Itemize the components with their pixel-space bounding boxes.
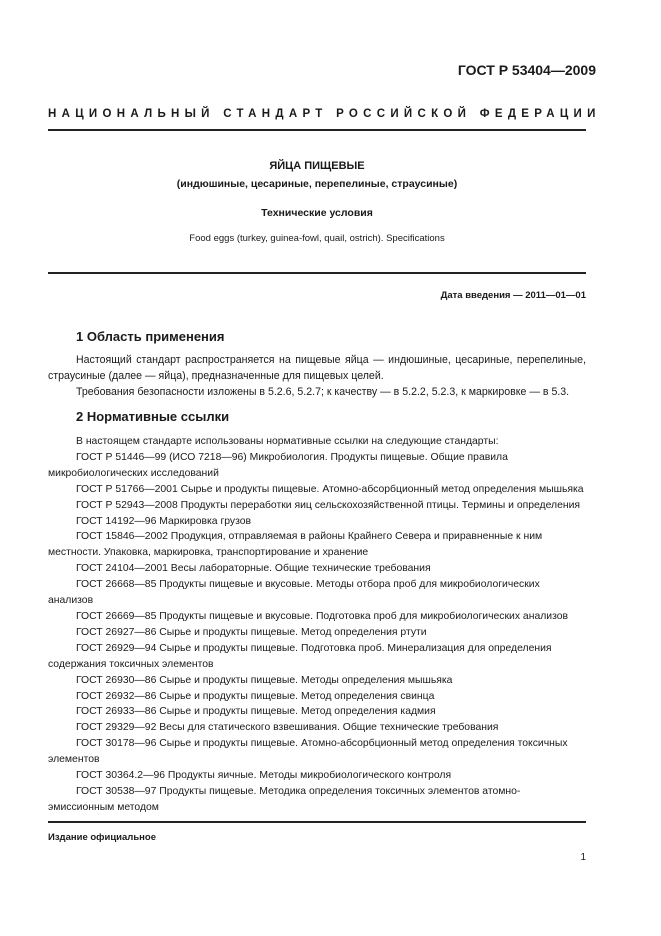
gost-number: ГОСТ Р 53404—2009: [457, 62, 596, 78]
footer-divider: [48, 821, 586, 823]
reference-item: ГОСТ 29329—92 Весы для статического взвешивания. Общие технические требования: [76, 722, 499, 734]
reference-item: ГОСТ 26933—86 Сырье и продукты пищевые. Метод определения кадмия: [76, 706, 436, 718]
reference-item: ГОСТ Р 52943—2008 Продукты переработки яиц сельскохозяйственной птицы. Термины и определения: [76, 499, 581, 511]
document-title: ЯЙЦА ПИЩЕВЫЕ: [269, 160, 365, 172]
reference-item: ГОСТ 26932—86 Сырье и продукты пищевые. Метод определения свинца: [76, 690, 435, 702]
reference-item: ГОСТ 26669—85 Продукты пищевые и вкусовые. Подготовка проб для микробиологических анализов: [76, 610, 569, 622]
section-2-heading: 2 Нормативные ссылки: [76, 409, 230, 424]
reference-item: ГОСТ Р 51766—2001 Сырье и продукты пищевые. Атомно-абсорбционный метод определения мышьяка: [76, 483, 584, 495]
section-1-heading: 1 Область применения: [76, 329, 225, 344]
reference-item: ГОСТ 30538—97 Продукты пищевые. Методика определения токсичных элементов атомно-эмиссионным методом: [48, 785, 521, 813]
reference-item: ГОСТ 30178—96 Сырье и продукты пищевые. Атомно-абсорбционный метод определения токсичных элементов: [48, 738, 568, 766]
section-1-paragraph: Настоящий стандарт распространяется на пищевые яйца — индюшиные, цесариные, перепелиные, страусиные (далее — яйца), предназначенные для пищевых целей.: [48, 354, 586, 382]
introduction-date: Дата введения — 2011—01—01: [440, 290, 586, 301]
reference-item: ГОСТ 15846—2002 Продукция, отправляемая в районы Крайнего Севера и приравненные к ним местности. Упаковка, маркировка, транспортирование и хранение: [48, 531, 543, 559]
section-1-paragraph: Требования безопасности изложены в 5.2.6, 5.2.7; к качеству — в 5.2.2, 5.2.3, к маркировке — в 5.3.: [76, 386, 570, 398]
references-intro: В настоящем стандарте использованы нормативные ссылки на следующие стандарты:: [76, 436, 499, 447]
national-standard-banner: НАЦИОНАЛЬНЫЙ СТАНДАРТ РОССИЙСКОЙ ФЕДЕРАЦИИ: [48, 108, 601, 120]
reference-item: ГОСТ 26930—86 Сырье и продукты пищевые. Методы определения мышьяка: [76, 674, 453, 686]
title-divider: [48, 272, 586, 274]
reference-item: ГОСТ 30364.2—96 Продукты яичные. Методы микробиологического контроля: [76, 770, 452, 782]
reference-item: ГОСТ 26929—94 Сырье и продукты пищевые. Подготовка проб. Минерализация для определения содержания токсичных элементов: [48, 642, 552, 670]
reference-item: ГОСТ 26668—85 Продукты пищевые и вкусовые. Методы отбора проб для микробиологических анализов: [48, 579, 540, 607]
reference-item: ГОСТ 14192—96 Маркировка грузов: [76, 515, 252, 527]
official-edition-label: Издание официальное: [48, 832, 156, 843]
english-title: Food eggs (turkey, guinea-fowl, quail, ostrich). Specifications: [189, 233, 445, 244]
header-divider: [48, 129, 586, 131]
reference-item: ГОСТ Р 51446—99 (ИСО 7218—96) Микробиология. Продукты пищевые. Общие правила микробиологических исследований: [48, 451, 508, 479]
normative-references-list: [48, 434, 586, 816]
document-spec-title: Технические условия: [261, 207, 373, 219]
document-subtitle: (индюшиные, цесариные, перепелиные, страусиные): [176, 178, 458, 190]
page-number: 1: [580, 852, 586, 863]
reference-item: ГОСТ 24104—2001 Весы лабораторные. Общие технические требования: [76, 563, 431, 575]
reference-item: ГОСТ 26927—86 Сырье и продукты пищевые. Метод определения ртути: [76, 626, 427, 638]
